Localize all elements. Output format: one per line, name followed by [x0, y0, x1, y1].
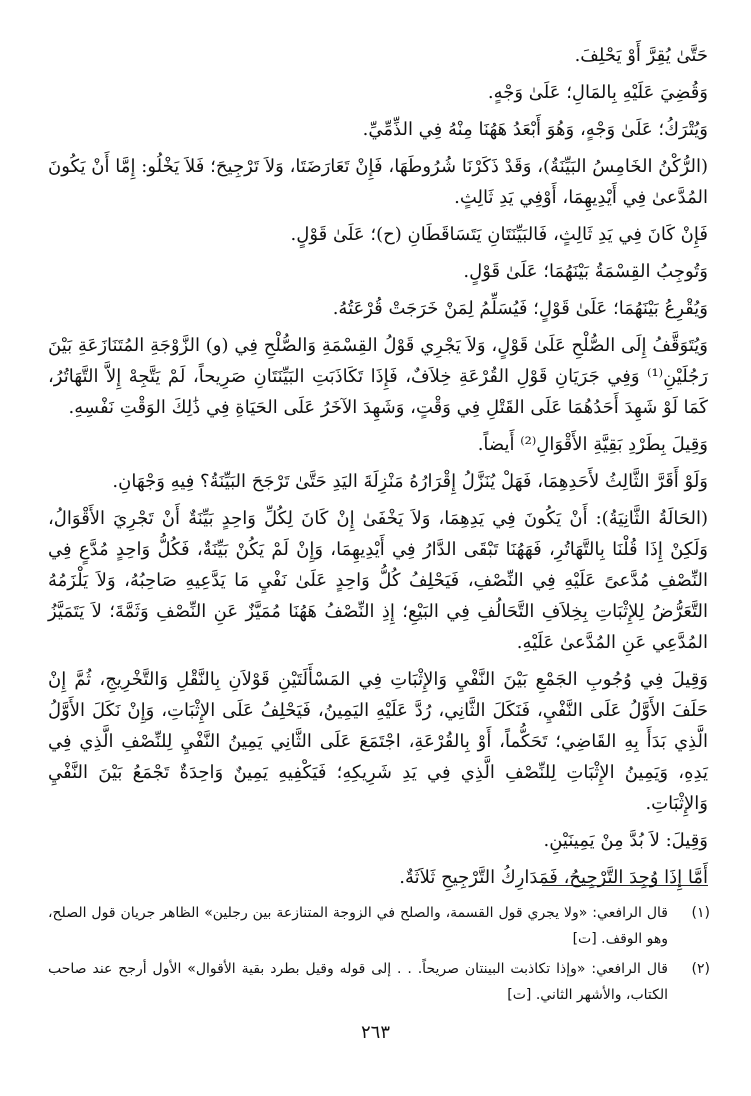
footnote-text: قال الرافعي: «ولا يجري قول القسمة، والصلح في الزوجة المتنازعة بين رجلين» الظاهر جريان قول الصلح، وهو الوقف. [ت] — [48, 905, 668, 947]
footnote-divider — [542, 885, 708, 886]
footnote-number: (٢) — [691, 961, 710, 977]
paragraph-4: (الرُّكْنُ الخَامِسُ البَيِّنَةُ)، وَقَدْ ذَكَرْنَا شُرُوطَهَا، فَإِنْ تَعَارَضَتَا، وَلاَ تَرْجِيحَ؛ فَلاَ يَخْلُو: إِمَّا أَنْ يَكُونَ المُدَّعىٰ فِي أَيْدِيهِمَا، أَوْفِي يَدِ ثَالِثٍ. — [48, 156, 708, 208]
footnote-number: (١) — [691, 905, 710, 921]
footnotes — [48, 900, 710, 1012]
main-text — [48, 40, 708, 893]
paragraph-7: وَيُقْرِعُ بَيْنَهُمَا؛ عَلَىٰ قَوْلٍ؛ فَيُسَلِّمُ لِمَنْ خَرَجَتْ قُرْعَتُهُ. — [332, 298, 708, 319]
paragraph-2: وَقُضِيَ عَلَيْهِ بِالمَالِ؛ عَلَىٰ وَجْهٍ. — [487, 82, 708, 103]
paragraph-10: وَلَوْ أَقَرَّ الثَّالِثُ لأَحَدِهِمَا، فَهَلْ يُنَزَّلُ إِقْرَارُهُ مَنْزِلَةَ اليَدِ حَتَّىٰ تَرْجَحَ البَيِّنَةُ؟ فِيهِ وَجْهَانِ. — [112, 471, 708, 492]
paragraph-9: وَقِيلَ بِطَرْدِ بَقِيَّةِ الأَقْوَالِ⁽²⁾ أَيضاً. — [477, 434, 708, 455]
paragraph-12: وَقِيلَ فِي وُجُوبِ الجَمْعِ بَيْنَ النَّفْيِ وَالإِثْبَاتِ فِي المَسْأَلَتَيْنِ قَوْلاَنِ بِالنَّقْلِ وَالتَّخْرِيجِ، ثُمَّ إِنْ حَلَفَ الأَوَّلُ عَلَى النَّفْيِ، فَنَكَلَ الثَّانِي، رُدَّ عَلَيْهِ اليَمِينُ، فَيَحْلِفُ عَلَى الإِثْبَاتِ، وَإِنْ نَكَلَ الأَوَّلُ الَّذِي بَدَأَ بِهِ القَاضِي؛ تَحَكُّماً، أَوْ بِالقُرْعَةِ، اجْتَمَعَ عَلَى الثَّانِي يَمِينُ النَّفْيِ لِلنِّصْفِ الَّذِي فِي يَدِهِ، وَيَمِينُ الإِثْبَاتِ لِلنِّصْفِ الَّذِي فِي يَدِ شَرِيكِهِ؛ فَيَكْفِيهِ يَمِينٌ وَاحِدَةٌ تَجْمَعُ بَيْنَ النَّفْيِ وَالإِثْبَاتِ. — [48, 669, 708, 814]
paragraph-14: أَمَّا إِذَا وُجِدَ التَّرْجِيحُ، فَمَدَارِكُ التَّرْجِيحِ ثَلاَثَةٌ. — [399, 867, 708, 888]
paragraph-13: وَقِيلَ: لاَ بُدَّ مِنْ يَمِينَيْنِ. — [543, 830, 708, 851]
footnote-2 — [48, 956, 710, 1008]
paragraph-3: وَيُتْرَكُ؛ عَلَىٰ وَجْهٍ، وَهُوَ أَبْعَدُ هَهُنَا مِنْهُ فِي الذِّمِّيِّ. — [362, 119, 708, 140]
paragraph-8: وَيُتَوَقَّفُ إِلَى الصُّلْحِ عَلَىٰ قَوْلٍ، وَلاَ يَجْرِي قَوْلُ القِسْمَةِ وَالصُّلْحِ فِي (و) الزَّوْجَةِ المُتَنَازَعَةِ بَيْنَ رَجُلَيْنِ⁽¹⁾ وَفِي جَرَيَانِ قَوْلِ القُرْعَةِ خِلاَفٌ، فَإِذَا تَكَاذَبَتِ البَيِّنَتَانِ صَرِيحاً، لَمْ يَتَّجِهْ إِلاَّ التَّهَاتُرُ، كَمَا لَوْ شَهِدَ أَحَدُهُمَا عَلَى القَتْلِ فِي وَقْتٍ، وَشَهِدَ الآخَرُ عَلَى الحَيَاةِ فِي ذَٰلِكَ الوَقْتِ نَفْسِهِ. — [48, 335, 708, 418]
footnote-1 — [48, 900, 710, 952]
footnote-text: قال الرافعي: «وإذا تكاذبت البينتان صريحاً. . . إلى قوله وقيل بطرد بقية الأقوال» الأول أرجح عند صاحب الكتاب، والأشهر الثاني. [ت] — [48, 961, 668, 1003]
paragraph-1: حَتَّىٰ يُقِرَّ أَوْ يَحْلِفَ. — [574, 45, 708, 66]
paragraph-6: وَتُوجِبُ القِسْمَةُ بَيْنَهُمَا؛ عَلَىٰ قَوْلٍ. — [463, 261, 708, 282]
paragraph-11: (الحَالَةُ الثَّانِيَةُ): أَنْ يَكُونَ فِي يَدِهِمَا، وَلاَ يَخْفَىٰ إِنْ كَانَ لِكُلِّ وَاحِدٍ بَيِّنَةٌ أَنْ تَجْرِيَ الأَقْوَالُ، وَلَكِنْ إِذَا قُلْنَا بِالتَّهَاتُرِ، فَهَهُنَا تَبْقَى الدَّارُ فِي أَيْدِيهِمَا، وَإِنْ لَمْ يَكُنْ بَيِّنَةٌ، فَكُلُّ وَاحِدٍ مُدَّعٍ فِي النِّصْفِ مُدَّعىً عَلَيْهِ فِي النِّصْفِ، فَيَحْلِفُ كُلُّ وَاحِدٍ عَلَىٰ نَفْيِ مَا يَدَّعِيهِ صَاحِبُهُ، وَلاَ يَلْزَمُهُ التَّعَرُّضُ لِلإِثْبَاتِ بِخِلاَفِ التَّحَالُفِ فِي البَيْعِ؛ إِذِ النِّصْفُ هَهُنَا مُمَيَّزٌ عَنِ النِّصْفِ وَثَمَّةَ؛ لاَ يَتَمَيَّزُ المُدَّعِي عَنِ المُدَّعىٰ عَلَيْهِ. — [48, 508, 708, 653]
page-number: ٢٦٣ — [360, 1022, 390, 1043]
paragraph-5: فَإِنْ كَانَ فِي يَدِ ثَالِثٍ، فَالبَيِّنَتَانِ يَتَسَاقَطَانِ (ح)؛ عَلَىٰ قَوْلٍ. — [290, 224, 708, 245]
